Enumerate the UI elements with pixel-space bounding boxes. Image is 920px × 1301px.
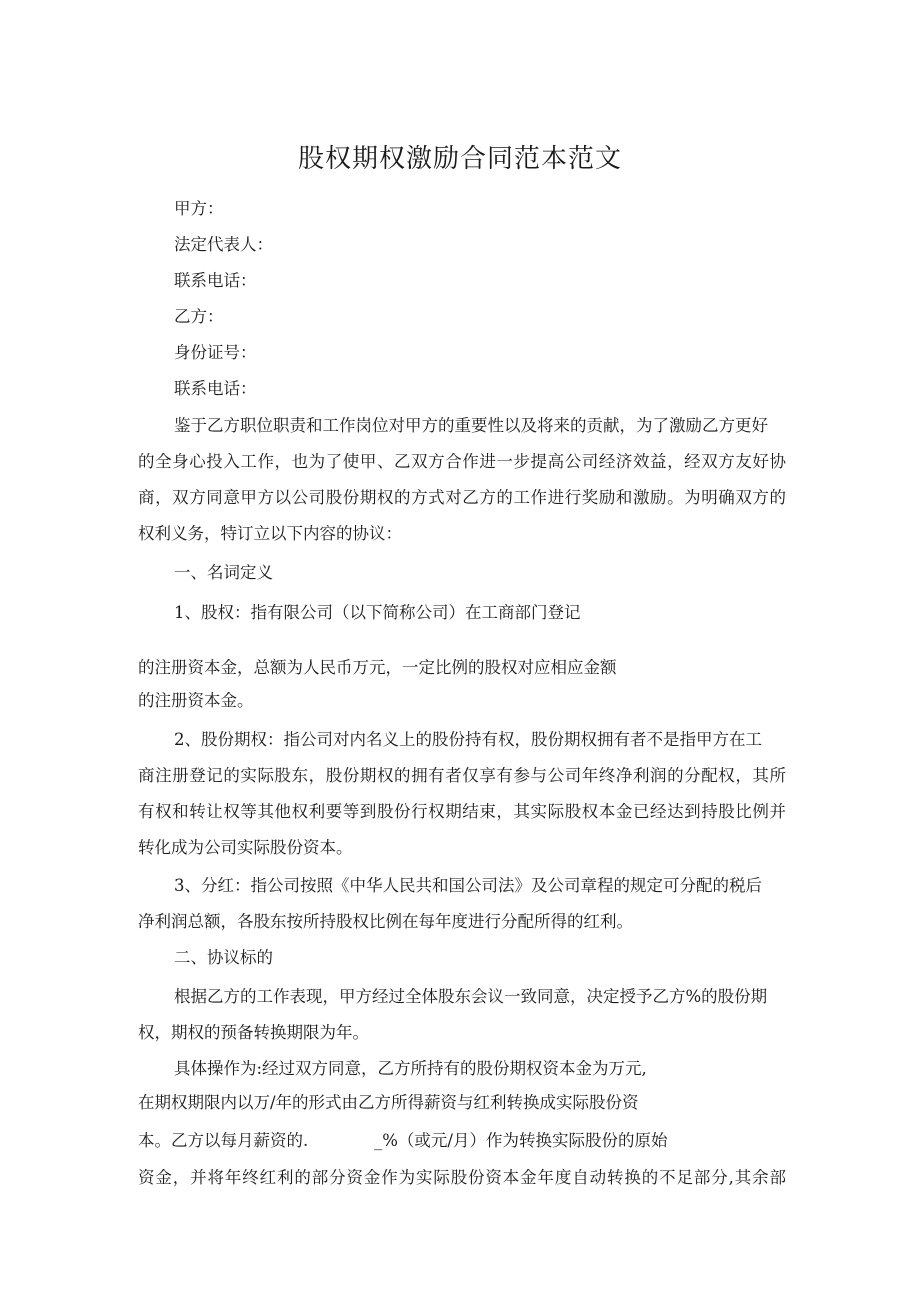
section-2-heading: 二、协议标的 xyxy=(174,948,273,967)
definition-1-line-1: 1、股权：指有限公司（以下简称公司）在工商部门登记 xyxy=(174,603,581,622)
operation-line-1: 具体操作为:经过双方同意，乙方所持有的股份期权资本金为万元, xyxy=(174,1059,647,1078)
party-a-label: 甲方： xyxy=(174,199,224,218)
party-a-phone-label: 联系电话： xyxy=(174,271,257,290)
preamble-line-1: 鉴于乙方职位职责和工作岗位对甲方的重要性以及将来的贡献，为了激励乙方更好 xyxy=(174,416,768,435)
definition-3-line-2: 净利润总额，各股东按所持股权比例在每年度进行分配所得的红利。 xyxy=(138,912,633,931)
definition-2-line-4: 转化成为公司实际股份资本。 xyxy=(138,838,353,857)
id-number-label: 身份证号： xyxy=(174,343,257,362)
operation-line-2: 在期权期限内以万/年的形式由乙方所得薪资与红利转换成实际股份资 xyxy=(138,1093,639,1112)
subject-line-1: 根据乙方的工作表现，甲方经过全体股东会议一致同意，决定授予乙方%的股份期 xyxy=(174,987,768,1006)
definition-2-line-3: 有权和转让权等其他权利要等到股份行权期结束，其实际股权本金已经达到持股比例并 xyxy=(138,802,786,821)
preamble-line-4: 权利义务，特订立以下内容的协议： xyxy=(138,524,402,543)
definition-1-line-3: 的注册资本金。 xyxy=(138,691,254,710)
preamble-line-3: 商，双方同意甲方以公司股份期权的方式对乙方的工作进行奖励和激励。为明确双方的 xyxy=(138,488,786,507)
operation-line-3-start: 本。乙方以每月薪资的. xyxy=(138,1131,309,1150)
operation-line-3-end: _%（或元/月）作为转换实际股份的原始 xyxy=(374,1131,668,1150)
definition-3-line-1: 3、分红：指公司按照《中华人民共和国公司法》及公司章程的规定可分配的税后 xyxy=(174,876,762,895)
section-1-heading: 一、名词定义 xyxy=(174,563,273,582)
party-b-label: 乙方： xyxy=(174,307,224,326)
definition-2-line-2: 商注册登记的实际股东，股份期权的拥有者仅享有参与公司年终净利润的分配权，其所 xyxy=(138,766,786,785)
definition-2-line-1: 2、股份期权：指公司对内名义上的股份持有权，股份期权拥有者不是指甲方在工 xyxy=(174,730,762,749)
definition-1-line-2: 的注册资本金，总额为人民币万元，一定比例的股权对应相应金额 xyxy=(138,658,617,677)
operation-line-4: 资金，并将年终红利的部分资金作为实际股份资本金年度自动转换的不足部分,其余部 xyxy=(138,1168,786,1187)
legal-representative-label: 法定代表人： xyxy=(174,235,273,254)
party-b-phone-label: 联系电话： xyxy=(174,379,257,398)
subject-line-2: 权，期权的预备转换期限为年。 xyxy=(138,1023,369,1042)
document-title: 股权期权激励合同范本范文 xyxy=(297,144,622,174)
preamble-line-2: 的全身心投入工作，也为了使甲、乙双方合作进一步提高公司经济效益，经双方友好协 xyxy=(138,452,786,471)
